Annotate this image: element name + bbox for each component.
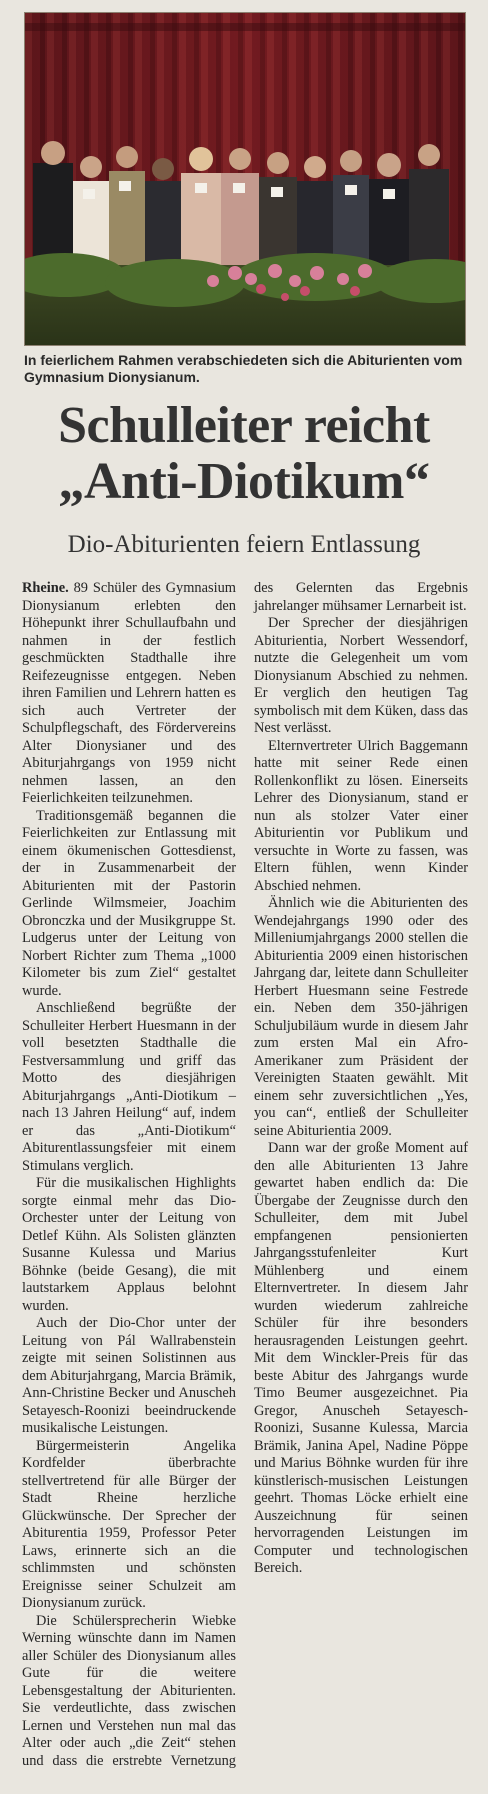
article-paragraph: Traditionsgemäß begannen die Feierlichkeiten zur Entlassung mit einem ökumenischen Gottesdienst, der in Zusammenarbeit der Abiturienten mit der Pastorin Gerlinde Wilmsmeier, Joachim Obronczka und der Musikgruppe St. Ludgerus unter der Leitung von Norbert Richter zum Thema „1000 Kilometer bis zum Ziel“ gestaltet wurde. — [22, 807, 236, 999]
paragraph-text: 89 Schüler des Gymnasium Dionysianum erlebten den Höhepunkt ihrer Schullaufbahn und nahmen in der festlich geschmückten Stadthalle ihre Reifezeugnisse entgegen. Neben ihren Familien und Lehrern hatten es sich auch Vertreter der Schulpflegschaft, des Fördervereins Alter Dionysianer und des Abiturjahrgangs von 1959 nicht nehmen lassen, an den Feierlichkeiten teilzunehmen. — [22, 580, 236, 806]
headline-line-1: Schulleiter reicht — [58, 397, 430, 454]
photo-illustration — [25, 13, 465, 345]
headline — [10, 398, 478, 510]
article-paragraph: Anschließend begrüßte der Schulleiter Herbert Huesmann in der voll besetzten Stadthalle die Festversammlung und griff das Motto des diesjährigen Abiturjahrgangs „Anti-Diotikum – nach 13 Jahren Heilung“ auf, indem er das „Anti-Diotikum“ Abiturentlassungsfeier mit einem Stimulans verglich. — [22, 1000, 236, 1174]
article-body — [22, 580, 468, 1790]
article-paragraph — [22, 580, 236, 808]
article-paragraph: Die Schülersprecherin Wiebke Werning wünschte dann im Namen aller Schüler des Dionysianum alles Gute für die weitere Lebensgestaltung der Abiturienten. Sie verdeutlichte, dass zwischen Lernen und Verstehen nun mal das Alter oder auch „die Zeit“ stehen und dass die erstrebte Vernetzung des Gelernten das Ergebnis jahrelanger mühsamer Lernarbeit ist. — [22, 580, 468, 1769]
article-paragraph: Bürgermeisterin Angelika Kordfelder überbrachte stellvertretend für alle Bürger der Stadt Rheine herzliche Glückwünsche. Der Sprecher der Abiturentia 1959, Professor Peter Laws, erinnerte sich an die schlimmsten und schönsten Ereignisse seiner Schulzeit am Dionysianum zurück. — [22, 1437, 236, 1611]
article-paragraph: Für die musikalischen Highlights sorgte einmal mehr das Dio-Orchester unter der Leitung von Detlef Kühn. Als Solisten glänzten Susanne Kulessa und Marius Böhnke (beide Gesang), die mit lautstarkem Applaus belohnt wurden. — [22, 1175, 236, 1314]
subheadline: Dio-Abiturienten feiern Entlassung — [67, 531, 421, 558]
article-paragraph: Der Sprecher der diesjährigen Abiturientia, Norbert Wessendorf, nutzte die Gelegenheit um vom Dionysianum Abschied zu nehmen. Er verglich den heutigen Tag symbolisch mit dem Küken, dass das Nest verlässt. — [254, 615, 468, 736]
photo-caption: In feierlichem Rahmen verabschiedeten sich die Abiturienten vom Gymnasium Dionysianum. — [24, 352, 463, 385]
headline-line-2: „Anti-Diotikum“ — [58, 453, 430, 510]
article-paragraph: Elternvertreter Ulrich Baggemann hatte mit seiner Rede einen Rollenkonflikt zu lösen. Einerseits Lehrer des Dionysianum, stand er nun als stolzer Vater einer Abiturientin vor Publikum und versuchte in Worte zu fassen, was Eltern fühlen, wenn Kinder Abschied nehmen. — [254, 737, 468, 894]
graduation-photo — [24, 12, 466, 346]
article-paragraph: Dann war der große Moment auf den alle Abiturienten 13 Jahre gewartet haben endlich da: Die Übergabe der Zeugnisse durch den Schulleiter, dem mit Jubel empfangenen pensionierten Jahrgangsstufenleiter Kurt Mühlenberg und einem Elternvertreter. In diesem Jahr wurden wiederum zahlreiche Schüler für ihre besonders herausragenden Leistungen geehrt. Mit dem Winckler-Preis für das beste Abitur des Jahrgangs wurde Timo Beumer ausgezeichnet. Pia Gregor, Anuscheh Setayesch-Roonizi, Susanne Kulessa, Marcia Brämik, Janina Apel, Nadine Pöppe und Marius Böhnke wurden für ihre künstlerisch-musischen Leistungen geehrt. Thomas Löcke erhielt eine Auszeichnung für seinen hervorragenden Leistungen im Computer und technologischen Bereich. — [254, 1140, 468, 1576]
dateline: Rheine. — [22, 580, 69, 596]
article-paragraph: Auch der Dio-Chor unter der Leitung von Pál Wallrabenstein zeigte mit seinen Solistinnen aus dem Abiturjahrgang, Marcia Brämik, Ann-Christine Becker und Anuscheh Setayesch-Roonizi beeindruckende musikalische Leistungen. — [22, 1315, 236, 1436]
article-paragraph: Ähnlich wie die Abiturienten des Wendejahrgangs 1990 oder des Milleniumjahrgangs 2000 stellen die Abiturientia 2009 einen historischen Jahrgang dar, leitete dann Schulleiter Herbert Huesmann seine Festrede ein. Neben dem 350-jährigen Schuljubiläum wurde in diesem Jahr zum ersten Mal ein Afro-Amerikaner zum Präsident der Vereinigten Staaten gewählt. Mit einem sehr zuversichtlichen „Yes, you can“, entließ der Schulleiter seine Abiturientia 2009. — [254, 895, 468, 1139]
